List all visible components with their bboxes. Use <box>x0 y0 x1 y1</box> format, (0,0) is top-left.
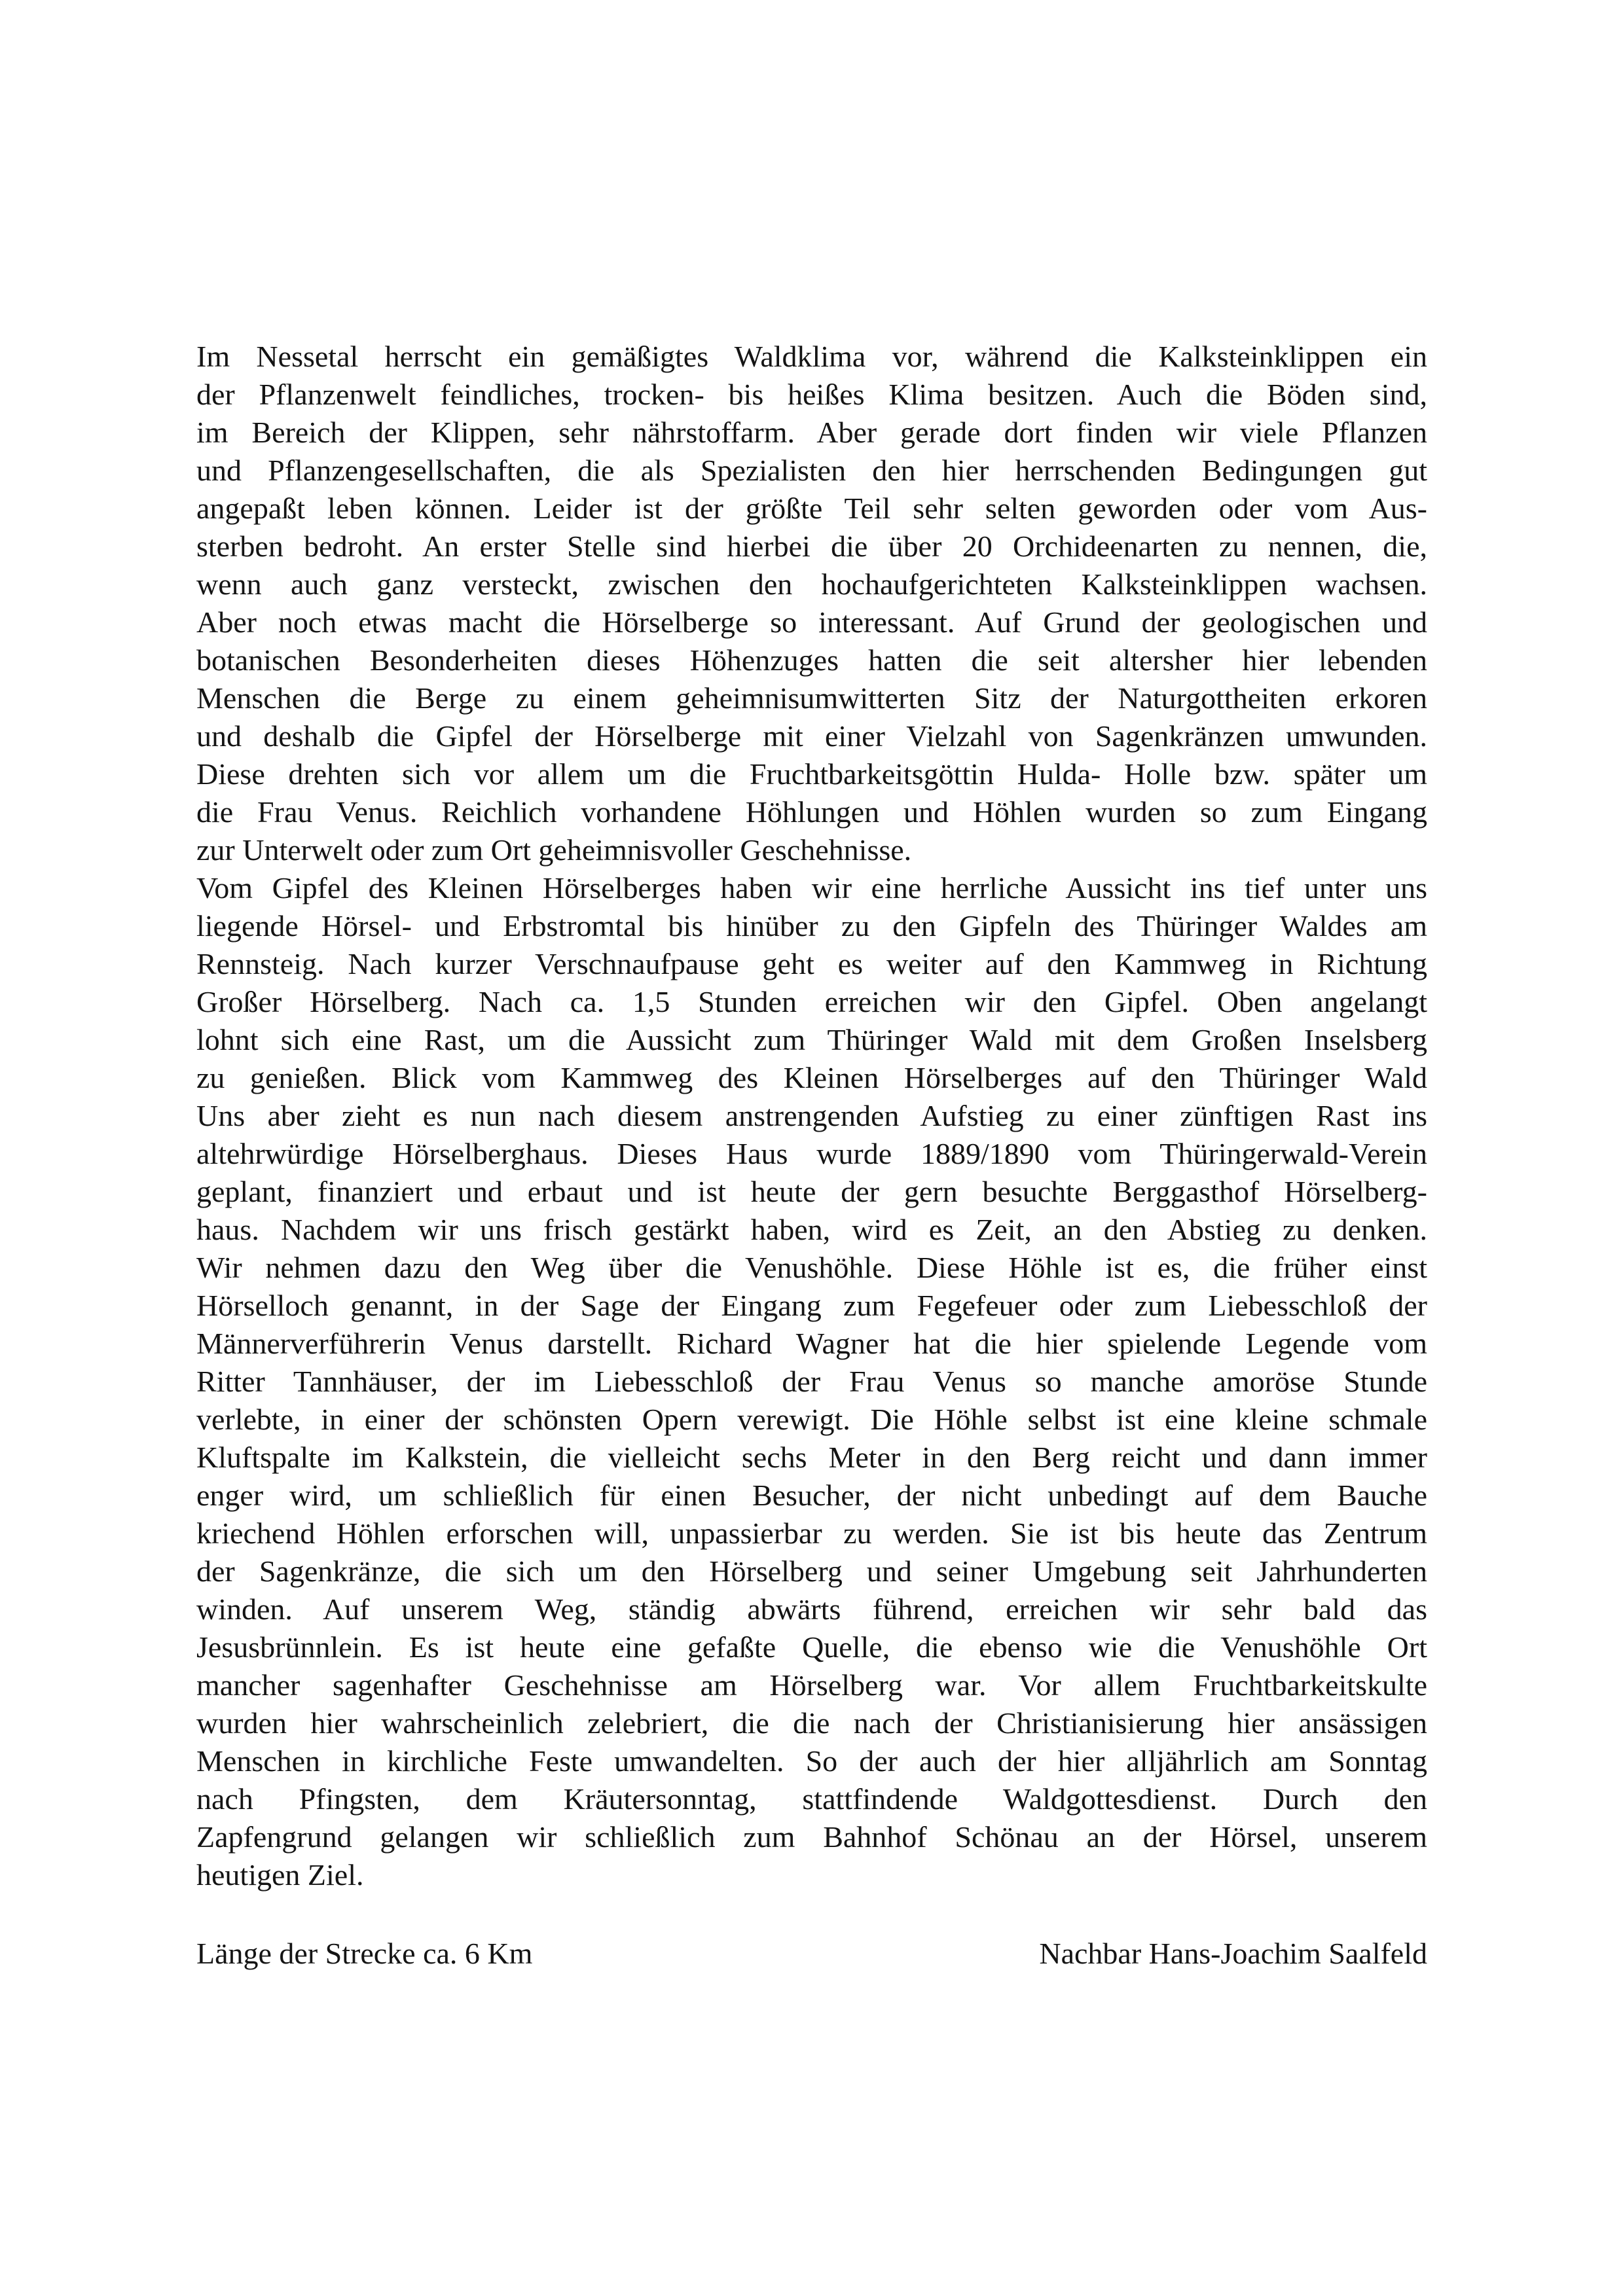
text-line: wenn auch ganz versteckt, zwischen den hochaufgerichteten Kalksteinklippen wachsen. <box>196 567 1427 601</box>
text-line: Menschen in kirchliche Feste umwandelten. So der auch der hier alljährlich am Sonntag <box>196 1744 1427 1778</box>
body-text <box>196 338 1427 1894</box>
text-line: Menschen die Berge zu einem geheimnisumwitterten Sitz der Naturgottheiten erkoren <box>196 681 1427 715</box>
text-line: zur Unterwelt oder zum Ort geheimnisvoller Geschehnisse. <box>196 833 912 867</box>
text-line: Kluftspalte im Kalkstein, die vielleicht sechs Meter in den Berg reicht und dann immer <box>196 1441 1427 1474</box>
text-line: Uns aber zieht es nun nach diesem anstrengenden Aufstieg zu einer zünftigen Rast ins <box>196 1099 1427 1132</box>
text-line: und Pflanzengesellschaften, die als Spezialisten den hier herrschenden Bedingungen gut <box>196 454 1427 487</box>
text-line: im Bereich der Klippen, sehr nährstoffarm. Aber gerade dort finden wir viele Pflanzen <box>196 416 1427 449</box>
footer <box>196 1935 1427 1973</box>
text-line: Diese drehten sich vor allem um die Fruchtbarkeitsgöttin Hulda- Holle bzw. später um <box>196 757 1427 791</box>
text-line: heutigen Ziel. <box>196 1858 364 1892</box>
text-line: Aber noch etwas macht die Hörselberge so interessant. Auf Grund der geologischen und <box>196 605 1427 639</box>
text-line: kriechend Höhlen erforschen will, unpassierbar zu werden. Sie ist bis heute das Zentrum <box>196 1516 1427 1550</box>
text-line: wurden hier wahrscheinlich zelebriert, die die nach der Christianisierung hier ansässigen <box>196 1706 1427 1740</box>
text-line: und deshalb die Gipfel der Hörselberge mit einer Vielzahl von Sagenkränzen umwunden. <box>196 719 1427 753</box>
text-line: Großer Hörselberg. Nach ca. 1,5 Stunden erreichen wir den Gipfel. Oben angelangt <box>196 985 1427 1018</box>
text-line: zu genießen. Blick vom Kammweg des Kleinen Hörselberges auf den Thüringer Wald <box>196 1061 1427 1094</box>
text-line: angepaßt leben können. Leider ist der größte Teil sehr selten geworden oder vom Aus- <box>196 492 1427 525</box>
text-line: Hörselloch genannt, in der Sage der Eingang zum Fegefeuer oder zum Liebesschloß der <box>196 1289 1427 1322</box>
text-line: lohnt sich eine Rast, um die Aussicht zum Thüringer Wald mit dem Großen Inselsberg <box>196 1023 1427 1056</box>
text-line: Vom Gipfel des Kleinen Hörselberges haben wir eine herrliche Aussicht ins tief unter uns <box>196 871 1427 905</box>
text-line: haus. Nachdem wir uns frisch gestärkt haben, wird es Zeit, an den Abstieg zu denken. <box>196 1213 1427 1246</box>
text-line: der Pflanzenwelt feindliches, trocken- bis heißes Klima besitzen. Auch die Böden sind, <box>196 378 1427 411</box>
text-line: Männerverführerin Venus darstellt. Richard Wagner hat die hier spielende Legende vom <box>196 1327 1427 1360</box>
text-line: liegende Hörsel- und Erbstromtal bis hinüber zu den Gipfeln des Thüringer Waldes am <box>196 909 1427 942</box>
text-line: sterben bedroht. An erster Stelle sind hierbei die über 20 Orchideenarten zu nennen, die, <box>196 529 1427 563</box>
text-line: Zapfengrund gelangen wir schließlich zum Bahnhof Schönau an der Hörsel, unserem <box>196 1820 1427 1854</box>
route-length-label: Länge der Strecke ca. 6 Km <box>196 1937 533 1970</box>
text-line: Rennsteig. Nach kurzer Verschnaufpause geht es weiter auf den Kammweg in Richtung <box>196 947 1427 980</box>
text-line: Ritter Tannhäuser, der im Liebesschloß der Frau Venus so manche amoröse Stunde <box>196 1365 1427 1398</box>
text-line: botanischen Besonderheiten dieses Höhenzuges hatten die seit altersher hier lebenden <box>196 643 1427 677</box>
author-label: Nachbar Hans-Joachim Saalfeld <box>1039 1937 1427 1970</box>
text-line: enger wird, um schließlich für einen Besucher, der nicht unbedingt auf dem Bauche <box>196 1479 1427 1512</box>
text-line: die Frau Venus. Reichlich vorhandene Höhlungen und Höhlen wurden so zum Eingang <box>196 795 1427 829</box>
text-line: verlebte, in einer der schönsten Opern verewigt. Die Höhle selbst ist eine kleine schmale <box>196 1403 1427 1436</box>
text-line: nach Pfingsten, dem Kräutersonntag, stattfindende Waldgottesdienst. Durch den <box>196 1782 1427 1816</box>
text-line: der Sagenkränze, die sich um den Hörselberg und seiner Umgebung seit Jahrhunderten <box>196 1554 1427 1588</box>
text-line: Wir nehmen dazu den Weg über die Venushöhle. Diese Höhle ist es, die früher einst <box>196 1251 1427 1284</box>
text-line: Jesusbrünnlein. Es ist heute eine gefaßte Quelle, die ebenso wie die Venushöhle Ort <box>196 1630 1427 1664</box>
text-line: mancher sagenhafter Geschehnisse am Hörselberg war. Vor allem Fruchtbarkeitskulte <box>196 1668 1427 1702</box>
text-line: geplant, finanziert und erbaut und ist heute der gern besuchte Berggasthof Hörselberg- <box>196 1175 1427 1208</box>
text-line: winden. Auf unserem Weg, ständig abwärts führend, erreichen wir sehr bald das <box>196 1592 1427 1626</box>
text-line: Im Nessetal herrscht ein gemäßigtes Waldklima vor, während die Kalksteinklippen ein <box>196 340 1427 373</box>
text-line: altehrwürdige Hörselberghaus. Dieses Haus wurde 1889/1890 vom Thüringerwald-Verein <box>196 1137 1427 1170</box>
